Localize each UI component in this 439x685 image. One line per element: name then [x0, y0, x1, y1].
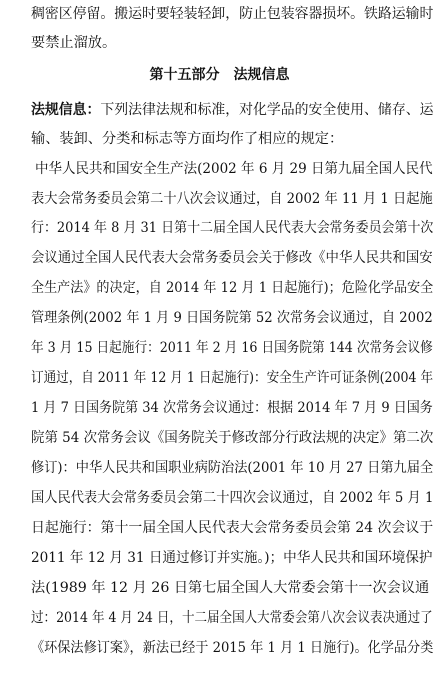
regulatory-info-label: 法规信息：: [31, 102, 101, 118]
body-line: 国人民代表大会常务委员会第二十四次会议通过，自 2002 年 5 月 1: [31, 490, 434, 506]
body-line: 年 3 月 15 日起施行：2011 年 2 月 16 日国务院第 144 次常务会议修: [31, 340, 433, 356]
body-line: 管理条例(2002 年 1 月 9 日国务院第 52 次常务会议通过，自 2002: [31, 310, 433, 326]
top-paragraph-line-2: 要禁止溜放。: [31, 35, 117, 51]
body-line: 日起施行：第十一届全国人民代表大会常务委员会第 24 次会议于: [31, 520, 434, 536]
body-line: 院第 54 次常务会议《国务院关于修改部分行政法规的决定》第二次: [31, 430, 434, 446]
body-line: 会议通过全国人民代表大会常务委员会关于修改《中华人民共和国安: [31, 250, 433, 266]
regulatory-intro-text: 下列法律法规和标准，对化学品的安全使用、储存、运: [100, 102, 434, 118]
body-line: 修订)：中华人民共和国职业病防治法(2001 年 10 月 27 日第九届全: [31, 460, 434, 476]
body-line: 2011 年 12 月 31 日通过修订并实施。)；中华人民共和国环境保护: [31, 550, 433, 566]
body-line: 全生产法》的决定，自 2014 年 12 月 1 日起施行)；危险化学品安全: [31, 280, 434, 296]
regulatory-intro-line-2: 输、装卸、分类和标志等方面均作了相应的规定：: [31, 131, 344, 147]
body-line: 行：2014 年 8 月 31 日第十二届全国人民代表大会常务委员会第十次: [31, 220, 434, 236]
body-line: 法(1989 年 12 月 26 日第七届全国人大常委会第十一次会议通: [31, 580, 430, 596]
body-line: 1 月 7 日国务院第 34 次常务会议通过：根据 2014 年 7 月 9 日国务: [31, 400, 433, 416]
body-line: 表大会常务委员会第二十八次会议通过，自 2002 年 11 月 1 日起施: [31, 191, 433, 207]
regulatory-intro-line-1: [31, 96, 433, 125]
body-line: 中华人民共和国安全生产法(2002 年 6 月 29 日第九届全国人民代: [35, 161, 433, 177]
body-line: 《环保法修订案》，新法已经于 2015 年 1 月 1 日施行)。化学品分类: [31, 640, 434, 656]
section-heading: 第十五部分 法规信息: [149, 67, 290, 83]
body-line: 订通过，自 2011 年 12 月 1 日起施行)：安全生产许可证条例(2004 年: [31, 370, 434, 386]
body-line: 过：2014 年 4 月 24 日，十二届全国人大常委会第八次会议表决通过了: [31, 610, 433, 626]
top-paragraph-line-1: 稠密区停留。搬运时要轻装轻卸，防止包装容器损坏。铁路运输时: [31, 6, 434, 22]
